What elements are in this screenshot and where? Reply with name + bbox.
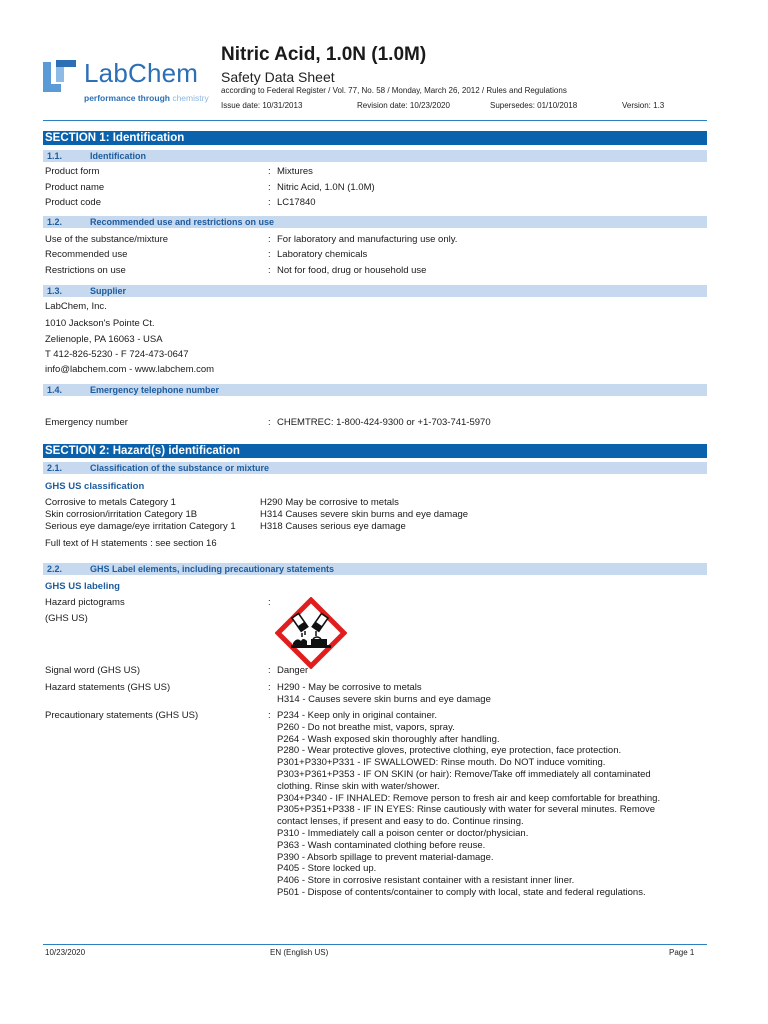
footer-page-number: Page 1 — [669, 948, 695, 957]
hazard-statement: H290 - May be corrosive to metals — [277, 682, 422, 693]
precaution-statement: P406 - Store in corrosive resistant container with a resistant inner liner. — [277, 875, 575, 887]
product-name-label: Product name — [45, 182, 105, 193]
precautionary-statements-label: Precautionary statements (GHS US) — [45, 710, 199, 721]
revision-date: Revision date: 10/23/2020 — [357, 101, 450, 110]
recommended-use-value: Laboratory chemicals — [277, 249, 368, 260]
version: Version: 1.3 — [622, 101, 665, 110]
hazard-statement: H314 - Causes severe skin burns and eye damage — [277, 693, 491, 705]
subsection-1-4-header: 1.4. Emergency telephone number — [43, 384, 707, 396]
signal-word-label: Signal word (GHS US) — [45, 665, 141, 676]
restrictions-label: Restrictions on use — [45, 265, 126, 276]
precaution-statement: P310 - Immediately call a poison center or doctor/physician. — [277, 827, 529, 839]
section-2-header: SECTION 2: Hazard(s) identification — [43, 444, 707, 458]
full-text-note: Full text of H statements : see section 16 — [45, 538, 217, 549]
product-code-label: Product code — [45, 197, 101, 208]
hazard-code: H318 Causes serious eye damage — [260, 521, 406, 532]
section-1-header: SECTION 1: Identification — [43, 131, 707, 145]
precaution-statement: P405 - Store locked up. — [277, 863, 377, 875]
precaution-statement: P501 - Dispose of contents/container to comply with local, state and federal regulations. — [277, 886, 646, 898]
document-subtitle: Safety Data Sheet — [221, 69, 335, 85]
precaution-statement: P303+P361+P353 - IF ON SKIN (or hair): Remove/Take off immediately all contaminated — [277, 768, 651, 780]
classification-row: Serious eye damage/eye irritation Category 1 — [45, 521, 236, 532]
precaution-statement: P234 - Keep only in original container. — [277, 710, 438, 721]
precaution-statement: P280 - Wear protective gloves, protective clothing, eye protection, face protection. — [277, 745, 622, 757]
supplier-name: LabChem, Inc. — [45, 301, 107, 312]
precaution-statement: P301+P330+P331 - IF SWALLOWED: Rinse mouth. Do NOT induce vomiting. — [277, 757, 606, 769]
issue-date: Issue date: 10/31/2013 — [221, 101, 303, 110]
document-title: Nitric Acid, 1.0N (1.0M) — [221, 44, 427, 65]
product-name-value: Nitric Acid, 1.0N (1.0M) — [277, 182, 375, 193]
corrosion-pictogram-icon — [275, 597, 347, 669]
hazard-statements-list — [277, 682, 697, 706]
pictogram-label: Hazard pictograms — [45, 597, 125, 608]
footer-date: 10/23/2020 — [45, 948, 86, 957]
classification-row: Corrosive to metals Category 1 — [45, 497, 176, 508]
regulation-reference: according to Federal Register / Vol. 77, No. 58 / Monday, March 26, 2012 / Rules and Regulations — [221, 86, 567, 95]
emergency-number-label: Emergency number — [45, 417, 128, 428]
precaution-statement: P363 - Wash contaminated clothing before reuse. — [277, 839, 486, 851]
subsection-2-2-header: 2.2. GHS Label elements, including precautionary statements — [43, 563, 707, 575]
use-value: For laboratory and manufacturing use only. — [277, 234, 458, 245]
labchem-logo-mark — [43, 58, 77, 94]
use-label: Use of the substance/mixture — [45, 234, 169, 245]
hazard-code: H314 Causes severe skin burns and eye damage — [260, 509, 469, 520]
product-code-value: LC17840 — [277, 197, 316, 208]
precaution-statement: P390 - Absorb spillage to prevent material-damage. — [277, 851, 494, 863]
ghs-classification-heading: GHS US classification — [45, 481, 145, 492]
precaution-statement: P305+P351+P338 - IF IN EYES: Rinse cautiously with water for several minutes. Remove — [277, 804, 656, 816]
hazard-code: H290 May be corrosive to metals — [260, 497, 399, 508]
precaution-statement: P304+P340 - IF INHALED: Remove person to fresh air and keep comfortable for breathing. — [277, 792, 661, 804]
subsection-1-3-header: 1.3. Supplier — [43, 285, 707, 297]
subsection-2-1-header: 2.1. Classification of the substance or mixture — [43, 462, 707, 474]
subsection-1-2-header: 1.2. Recommended use and restrictions on use — [43, 216, 707, 228]
supplier-city: Zelienople, PA 16063 - USA — [45, 334, 163, 345]
pictogram-label-sub: (GHS US) — [45, 613, 88, 624]
header-divider — [43, 120, 707, 121]
ghs-labeling-heading: GHS US labeling — [45, 581, 120, 592]
product-form-label: Product form — [45, 166, 100, 177]
supplier-address: 1010 Jackson's Pointe Ct. — [45, 318, 155, 329]
subsection-1-1-header: 1.1. Identification — [43, 150, 707, 162]
hazard-statements-label: Hazard statements (GHS US) — [45, 682, 171, 693]
footer-language: EN (English US) — [270, 948, 329, 957]
precaution-statement: clothing. Rinse skin with water/shower. — [277, 780, 440, 792]
supplier-phone: T 412-826-5230 - F 724-473-0647 — [45, 349, 189, 360]
signal-word-value: Danger — [277, 665, 309, 676]
supplier-contact: info@labchem.com - www.labchem.com — [45, 364, 215, 375]
recommended-use-label: Recommended use — [45, 249, 128, 260]
logo-tagline: performance through chemistry — [84, 93, 209, 103]
supersedes-date: Supersedes: 01/10/2018 — [490, 101, 578, 110]
restrictions-value: Not for food, drug or household use — [277, 265, 427, 276]
classification-row: Skin corrosion/irritation Category 1B — [45, 509, 198, 520]
precaution-statement: contact lenses, if present and easy to do. Continue rinsing. — [277, 816, 524, 828]
precaution-statement: P260 - Do not breathe mist, vapors, spray. — [277, 721, 455, 733]
footer-divider — [43, 944, 707, 945]
product-form-value: Mixtures — [277, 166, 313, 177]
emergency-number-value: CHEMTREC: 1-800-424-9300 or +1-703-741-5970 — [277, 417, 491, 428]
precautionary-statements-list — [277, 710, 697, 899]
logo-wordmark: LabChem — [84, 58, 199, 88]
precaution-statement: P264 - Wash exposed skin thoroughly after handling. — [277, 733, 500, 745]
